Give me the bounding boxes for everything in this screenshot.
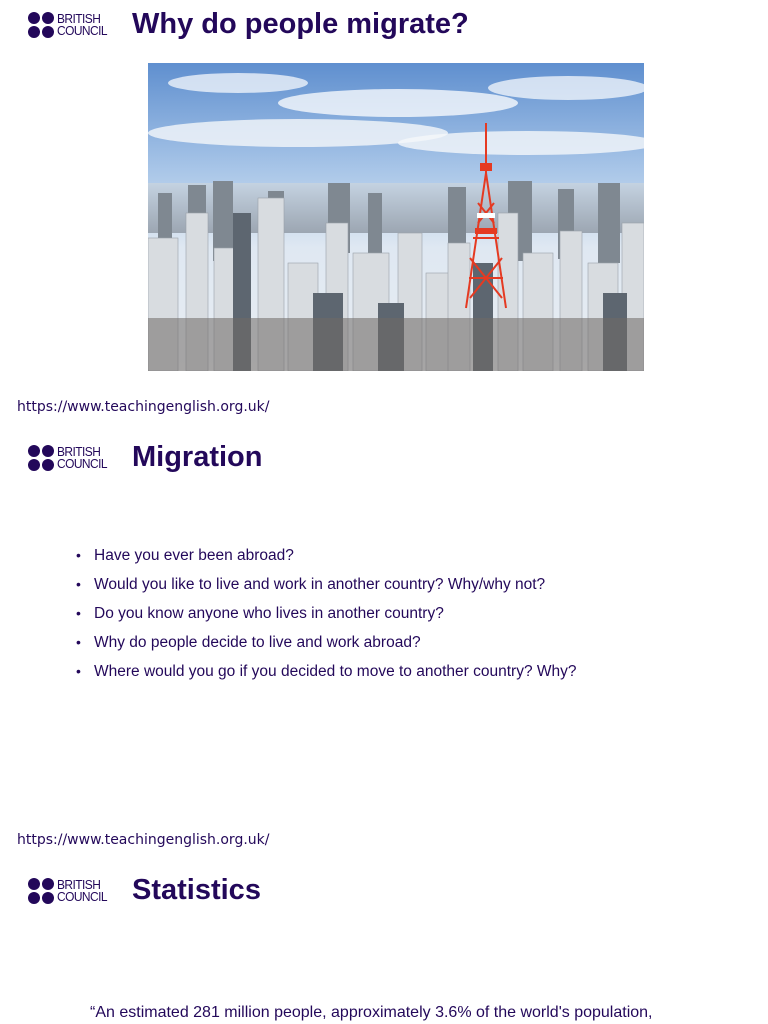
list-item: [76, 599, 577, 628]
bullet-icon: •: [76, 576, 81, 592]
slide-title-1: Why do people migrate?: [132, 8, 469, 40]
discussion-questions: [76, 541, 577, 686]
question-text: Have you ever been abroad?: [94, 547, 294, 564]
bullet-icon: •: [76, 547, 81, 563]
logo-line-2: COUNCIL: [57, 456, 107, 471]
source-url-1[interactable]: https://www.teachingenglish.org.uk/: [17, 399, 270, 415]
question-text: Would you like to live and work in another country? Why/why not?: [94, 576, 546, 593]
question-text: Where would you go if you decided to move to another country? Why?: [94, 663, 577, 680]
logo-line-1: BRITISH: [57, 11, 101, 26]
logo-line-2: COUNCIL: [57, 889, 107, 904]
list-item: [76, 657, 577, 686]
slide-title-2: Migration: [132, 441, 263, 473]
list-item: [76, 628, 577, 657]
slide-title-3: Statistics: [132, 874, 261, 906]
bullet-icon: •: [76, 663, 81, 679]
source-url-2[interactable]: https://www.teachingenglish.org.uk/: [17, 832, 270, 848]
logo-line-1: BRITISH: [57, 444, 101, 459]
question-text: Why do people decide to live and work abroad?: [94, 634, 421, 651]
logo-line-1: BRITISH: [57, 877, 101, 892]
statistics-quote: “An estimated 281 million people, approximately 3.6% of the world's population,: [90, 1004, 653, 1021]
city-skyline-photo: [148, 63, 644, 371]
list-item: [76, 570, 577, 599]
question-text: Do you know anyone who lives in another country?: [94, 605, 444, 622]
british-council-logo: [28, 878, 111, 904]
bullet-icon: •: [76, 634, 81, 650]
list-item: [76, 541, 577, 570]
british-council-logo: [28, 445, 111, 471]
british-council-logo: [28, 12, 111, 38]
logo-line-2: COUNCIL: [57, 23, 107, 38]
bullet-icon: •: [76, 605, 81, 621]
